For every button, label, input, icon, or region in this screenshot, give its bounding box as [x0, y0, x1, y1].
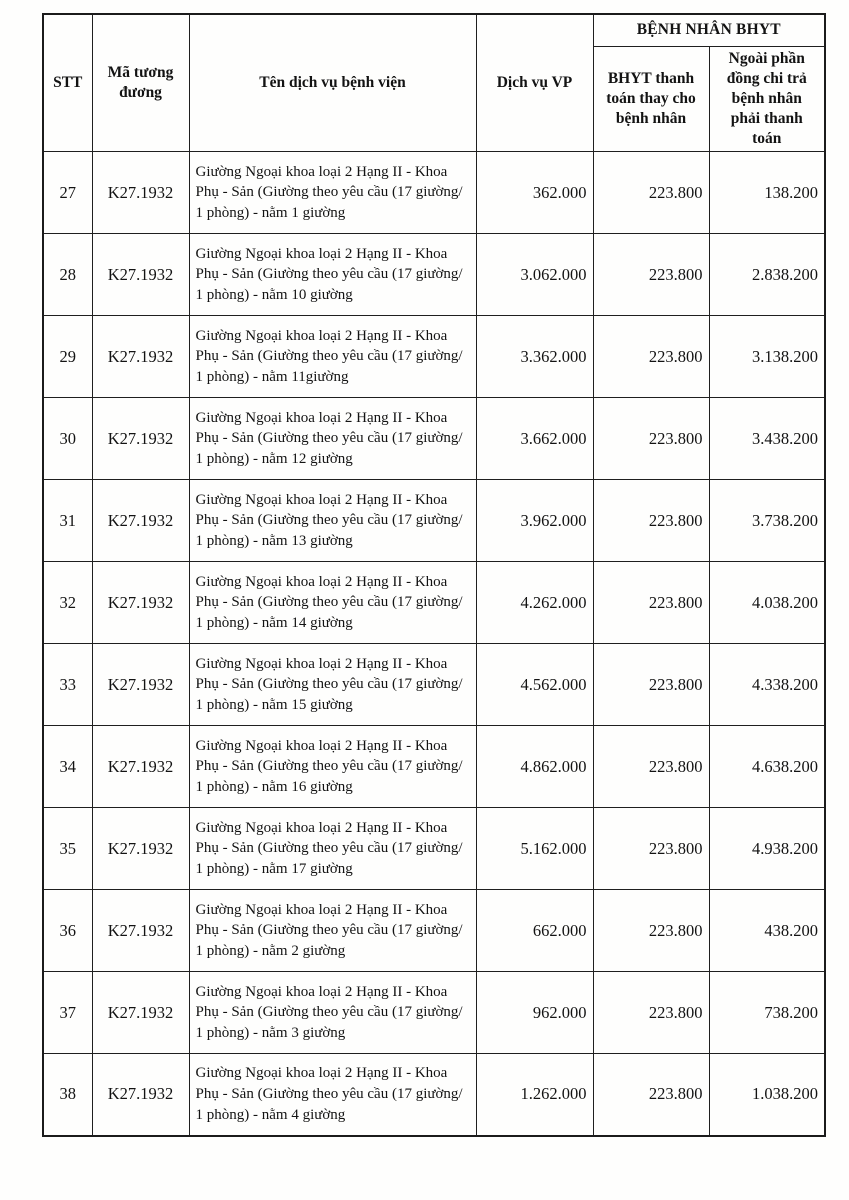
cell-ten-dich-vu: Giường Ngoại khoa loại 2 Hạng II - Khoa Phụ - Sản (Giường theo yêu cầu (17 giường/ 1 phòng) - nằm 15 giường	[189, 644, 476, 726]
table-row	[43, 972, 825, 1054]
cell-ngoai-phan-dong-chi-tra: 738.200	[709, 972, 825, 1054]
table-row	[43, 152, 825, 234]
cell-ten-dich-vu: Giường Ngoại khoa loại 2 Hạng II - Khoa Phụ - Sản (Giường theo yêu cầu (17 giường/ 1 phòng) - nằm 16 giường	[189, 726, 476, 808]
cell-bhyt-thanh-toan: 223.800	[593, 152, 709, 234]
cell-ten-dich-vu: Giường Ngoại khoa loại 2 Hạng II - Khoa Phụ - Sản (Giường theo yêu cầu (17 giường/ 1 phòng) - nằm 12 giường	[189, 398, 476, 480]
cell-ma-tuong-duong: K27.1932	[92, 1054, 189, 1136]
table-row	[43, 1054, 825, 1136]
header-row-group	[43, 14, 825, 46]
col-header-bhyt-thanh-toan: BHYT thanh toán thay cho bệnh nhân	[593, 46, 709, 152]
cell-dich-vu-vp: 962.000	[476, 972, 593, 1054]
cell-dich-vu-vp: 4.562.000	[476, 644, 593, 726]
cell-bhyt-thanh-toan: 223.800	[593, 234, 709, 316]
cell-stt: 35	[43, 808, 92, 890]
cell-ma-tuong-duong: K27.1932	[92, 726, 189, 808]
hospital-service-price-table	[42, 13, 826, 1137]
table-row	[43, 890, 825, 972]
cell-stt: 29	[43, 316, 92, 398]
cell-ten-dich-vu: Giường Ngoại khoa loại 2 Hạng II - Khoa Phụ - Sản (Giường theo yêu cầu (17 giường/ 1 phòng) - nằm 3 giường	[189, 972, 476, 1054]
cell-bhyt-thanh-toan: 223.800	[593, 890, 709, 972]
cell-ma-tuong-duong: K27.1932	[92, 398, 189, 480]
cell-ten-dich-vu: Giường Ngoại khoa loại 2 Hạng II - Khoa Phụ - Sản (Giường theo yêu cầu (17 giường/ 1 phòng) - nằm 17 giường	[189, 808, 476, 890]
cell-ngoai-phan-dong-chi-tra: 1.038.200	[709, 1054, 825, 1136]
cell-ngoai-phan-dong-chi-tra: 4.638.200	[709, 726, 825, 808]
table-row	[43, 398, 825, 480]
cell-ngoai-phan-dong-chi-tra: 4.938.200	[709, 808, 825, 890]
table-row	[43, 562, 825, 644]
cell-ten-dich-vu: Giường Ngoại khoa loại 2 Hạng II - Khoa Phụ - Sản (Giường theo yêu cầu (17 giường/ 1 phòng) - nằm 1 giường	[189, 152, 476, 234]
cell-ngoai-phan-dong-chi-tra: 438.200	[709, 890, 825, 972]
cell-ma-tuong-duong: K27.1932	[92, 890, 189, 972]
cell-stt: 28	[43, 234, 92, 316]
table-row	[43, 644, 825, 726]
cell-ten-dich-vu: Giường Ngoại khoa loại 2 Hạng II - Khoa Phụ - Sản (Giường theo yêu cầu (17 giường/ 1 phòng) - nằm 4 giường	[189, 1054, 476, 1136]
cell-ma-tuong-duong: K27.1932	[92, 972, 189, 1054]
cell-ma-tuong-duong: K27.1932	[92, 808, 189, 890]
cell-stt: 27	[43, 152, 92, 234]
cell-bhyt-thanh-toan: 223.800	[593, 398, 709, 480]
table-row	[43, 480, 825, 562]
cell-stt: 31	[43, 480, 92, 562]
cell-ten-dich-vu: Giường Ngoại khoa loại 2 Hạng II - Khoa Phụ - Sản (Giường theo yêu cầu (17 giường/ 1 phòng) - nằm 11giường	[189, 316, 476, 398]
cell-stt: 32	[43, 562, 92, 644]
cell-bhyt-thanh-toan: 223.800	[593, 1054, 709, 1136]
cell-ten-dich-vu: Giường Ngoại khoa loại 2 Hạng II - Khoa Phụ - Sản (Giường theo yêu cầu (17 giường/ 1 phòng) - nằm 13 giường	[189, 480, 476, 562]
cell-ma-tuong-duong: K27.1932	[92, 316, 189, 398]
col-header-ten-dich-vu: Tên dịch vụ bệnh viện	[189, 14, 476, 152]
cell-dich-vu-vp: 3.962.000	[476, 480, 593, 562]
table-row	[43, 316, 825, 398]
cell-ngoai-phan-dong-chi-tra: 4.038.200	[709, 562, 825, 644]
cell-stt: 30	[43, 398, 92, 480]
cell-bhyt-thanh-toan: 223.800	[593, 726, 709, 808]
cell-bhyt-thanh-toan: 223.800	[593, 972, 709, 1054]
cell-bhyt-thanh-toan: 223.800	[593, 808, 709, 890]
cell-dich-vu-vp: 1.262.000	[476, 1054, 593, 1136]
cell-ma-tuong-duong: K27.1932	[92, 562, 189, 644]
cell-bhyt-thanh-toan: 223.800	[593, 562, 709, 644]
cell-ngoai-phan-dong-chi-tra: 4.338.200	[709, 644, 825, 726]
cell-ma-tuong-duong: K27.1932	[92, 234, 189, 316]
cell-ma-tuong-duong: K27.1932	[92, 644, 189, 726]
cell-dich-vu-vp: 3.362.000	[476, 316, 593, 398]
cell-dich-vu-vp: 4.862.000	[476, 726, 593, 808]
cell-ma-tuong-duong: K27.1932	[92, 152, 189, 234]
cell-dich-vu-vp: 362.000	[476, 152, 593, 234]
col-header-ngoai-phan-dong-chi-tra: Ngoài phần đồng chi trả bệnh nhân phải thanh toán	[709, 46, 825, 152]
cell-dich-vu-vp: 5.162.000	[476, 808, 593, 890]
cell-ngoai-phan-dong-chi-tra: 3.438.200	[709, 398, 825, 480]
cell-ngoai-phan-dong-chi-tra: 3.738.200	[709, 480, 825, 562]
cell-stt: 38	[43, 1054, 92, 1136]
cell-ten-dich-vu: Giường Ngoại khoa loại 2 Hạng II - Khoa Phụ - Sản (Giường theo yêu cầu (17 giường/ 1 phòng) - nằm 10 giường	[189, 234, 476, 316]
cell-ten-dich-vu: Giường Ngoại khoa loại 2 Hạng II - Khoa Phụ - Sản (Giường theo yêu cầu (17 giường/ 1 phòng) - nằm 14 giường	[189, 562, 476, 644]
cell-dich-vu-vp: 3.662.000	[476, 398, 593, 480]
cell-ngoai-phan-dong-chi-tra: 3.138.200	[709, 316, 825, 398]
cell-stt: 36	[43, 890, 92, 972]
cell-ngoai-phan-dong-chi-tra: 138.200	[709, 152, 825, 234]
table-row	[43, 726, 825, 808]
col-header-ma-tuong-duong: Mã tương đương	[92, 14, 189, 152]
col-header-group-benh-nhan-bhyt: BỆNH NHÂN BHYT	[593, 14, 825, 46]
table-row	[43, 234, 825, 316]
cell-ten-dich-vu: Giường Ngoại khoa loại 2 Hạng II - Khoa Phụ - Sản (Giường theo yêu cầu (17 giường/ 1 phòng) - nằm 2 giường	[189, 890, 476, 972]
cell-bhyt-thanh-toan: 223.800	[593, 644, 709, 726]
cell-stt: 34	[43, 726, 92, 808]
cell-ma-tuong-duong: K27.1932	[92, 480, 189, 562]
table-row	[43, 808, 825, 890]
cell-dich-vu-vp: 4.262.000	[476, 562, 593, 644]
col-header-dich-vu-vp: Dịch vụ VP	[476, 14, 593, 152]
cell-dich-vu-vp: 662.000	[476, 890, 593, 972]
cell-bhyt-thanh-toan: 223.800	[593, 480, 709, 562]
col-header-stt: STT	[43, 14, 92, 152]
cell-stt: 33	[43, 644, 92, 726]
cell-bhyt-thanh-toan: 223.800	[593, 316, 709, 398]
cell-ngoai-phan-dong-chi-tra: 2.838.200	[709, 234, 825, 316]
cell-stt: 37	[43, 972, 92, 1054]
cell-dich-vu-vp: 3.062.000	[476, 234, 593, 316]
